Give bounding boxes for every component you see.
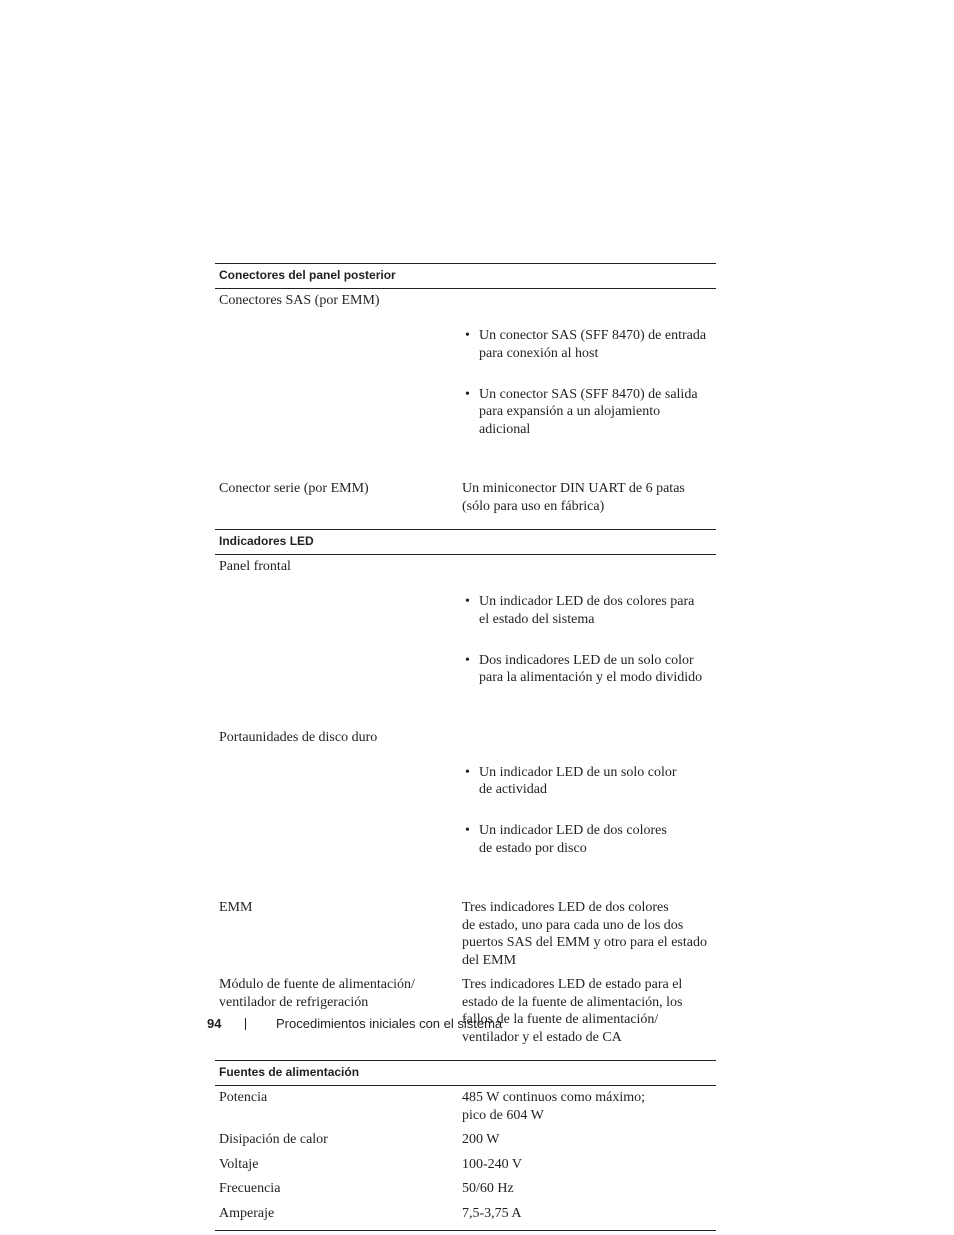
spec-value bbox=[462, 558, 716, 722]
spec-label: Panel frontal bbox=[219, 559, 291, 574]
chapter-title: Procedimientos iniciales con el sistema bbox=[276, 1016, 503, 1031]
spec-row-heat-dissipation bbox=[215, 1128, 716, 1153]
section-header: Fuentes de alimentación bbox=[215, 1061, 716, 1086]
spec-value: 50/60 Hz bbox=[462, 1181, 514, 1196]
spec-label: Potencia bbox=[219, 1090, 268, 1105]
section-power-supplies bbox=[215, 1060, 716, 1231]
spec-label: EMM bbox=[219, 900, 253, 915]
bullet-item bbox=[462, 764, 716, 799]
spec-value bbox=[462, 729, 716, 893]
bullet-icon: • bbox=[465, 594, 470, 609]
spec-value: 485 W continuos como máximo; pico de 604 W bbox=[462, 1090, 646, 1123]
spec-label: Conectores SAS (por EMM) bbox=[219, 293, 380, 308]
bullet-text: Un indicador LED de dos colores de estado por disco bbox=[479, 823, 667, 856]
bullet-icon: • bbox=[465, 764, 470, 780]
bullet-text: Un indicador LED de dos colores para el estado del sistema bbox=[479, 594, 695, 627]
bullet-item bbox=[462, 822, 716, 857]
spec-value bbox=[462, 292, 716, 473]
bullet-item bbox=[462, 593, 716, 628]
spec-value: Tres indicadores LED de dos colores de estado, uno para cada uno de los dos puertos SAS del EMM y otro para el estado del EMM bbox=[462, 900, 707, 968]
spec-label: Portaunidades de disco duro bbox=[219, 729, 378, 745]
spec-label: Voltaje bbox=[219, 1156, 259, 1172]
spec-value: Un miniconector DIN UART de 6 patas (sólo para uso en fábrica) bbox=[462, 481, 685, 514]
bullet-text: Un conector SAS (SFF 8470) de entrada para conexión al host bbox=[479, 328, 707, 361]
bullet-icon: • bbox=[465, 823, 470, 838]
spec-row-voltage bbox=[215, 1153, 716, 1178]
bullet-item bbox=[462, 386, 716, 439]
spec-table bbox=[215, 263, 716, 1231]
spec-value: Tres indicadores LED de estado para el estado de la fuente de alimentación, los fallos de la fuente de alimentación/ ventilador y el estado de CA bbox=[462, 977, 683, 1045]
spec-row-power-fan-module bbox=[215, 973, 716, 1050]
spec-row-frequency bbox=[215, 1177, 716, 1202]
section-header: Conectores del panel posterior bbox=[215, 264, 716, 289]
section-led-indicators bbox=[215, 529, 716, 1050]
bullet-list bbox=[462, 746, 716, 875]
spec-value: 7,5-3,75 A bbox=[462, 1205, 522, 1221]
footer-separator bbox=[245, 1018, 246, 1030]
bullet-list bbox=[462, 310, 716, 456]
bullet-icon: • bbox=[465, 386, 470, 402]
spec-row-serial-connector bbox=[215, 477, 716, 519]
spec-row-emm bbox=[215, 896, 716, 973]
spec-row-drive-carriers bbox=[215, 726, 716, 897]
spec-row-wattage bbox=[215, 1086, 716, 1128]
spec-row-amperage bbox=[215, 1202, 716, 1227]
bullet-icon: • bbox=[465, 652, 470, 668]
spec-label: Módulo de fuente de alimentación/ ventilador de refrigeración bbox=[219, 977, 415, 1010]
section-header: Indicadores LED bbox=[215, 530, 716, 555]
bullet-item bbox=[462, 652, 716, 687]
spec-label: Conector serie (por EMM) bbox=[219, 481, 369, 496]
bullet-text: Dos indicadores LED de un solo color para la alimentación y el modo dividido bbox=[479, 652, 703, 685]
section-rear-panel-connectors bbox=[215, 263, 716, 519]
page-footer bbox=[207, 1016, 502, 1032]
spec-row-front-panel bbox=[215, 555, 716, 726]
bullet-icon: • bbox=[465, 328, 470, 343]
spec-label: Amperaje bbox=[219, 1205, 275, 1221]
spec-label: Frecuencia bbox=[219, 1181, 281, 1196]
spec-value: 100-240 V bbox=[462, 1156, 523, 1172]
bullet-text: Un indicador LED de un solo color de actividad bbox=[479, 764, 677, 797]
bullet-text: Un conector SAS (SFF 8470) de salida para expansión a un alojamiento adicional bbox=[479, 386, 698, 437]
page-number: 94 bbox=[207, 1016, 222, 1031]
bullet-list bbox=[462, 576, 716, 705]
bullet-item bbox=[462, 327, 716, 362]
spec-row-sas-connectors bbox=[215, 289, 716, 477]
spec-label: Disipación de calor bbox=[219, 1132, 328, 1147]
spec-value: 200 W bbox=[462, 1132, 500, 1147]
